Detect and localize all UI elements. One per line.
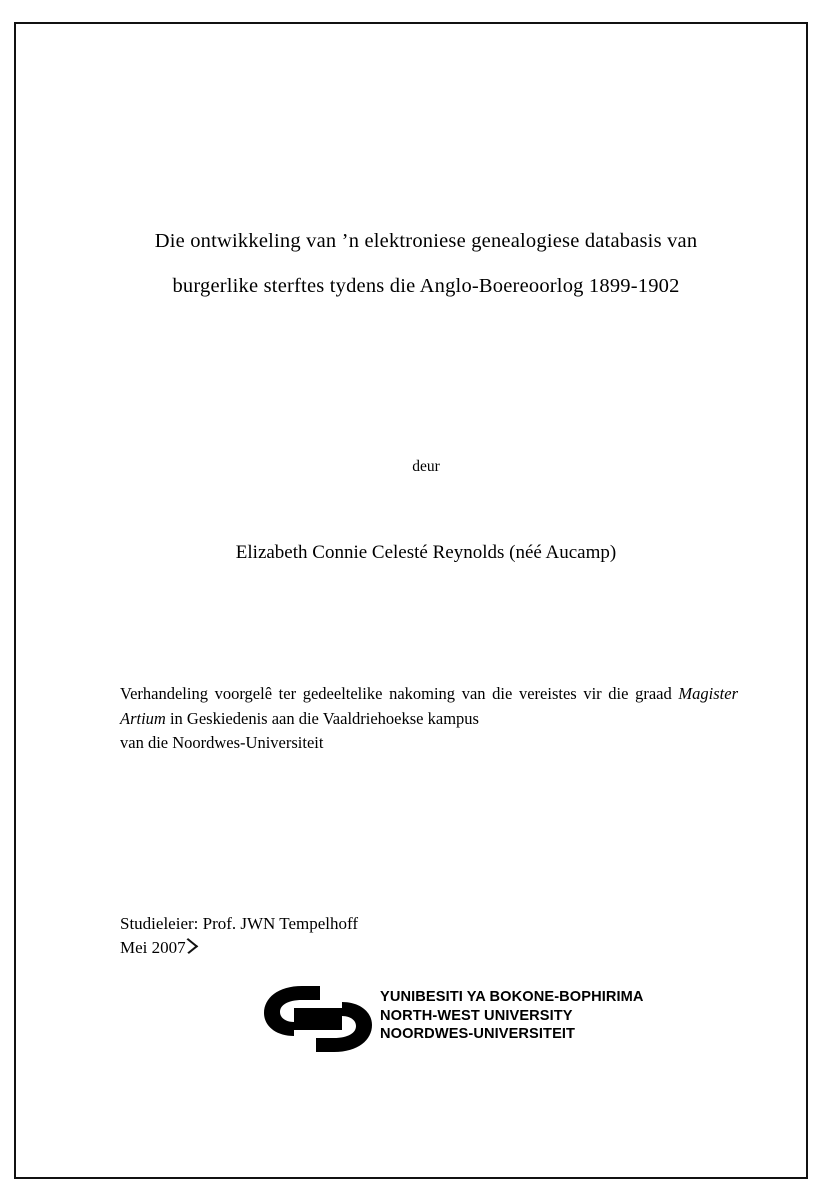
supervisor-block <box>120 912 680 960</box>
title-page-content <box>106 24 746 1177</box>
degree-statement-line-2-prefix: graad <box>635 684 679 703</box>
date-line-wrapper <box>120 936 186 960</box>
page-title <box>106 219 746 309</box>
logo-text-line-1: YUNIBESITI YA BOKONE-BOPHIRIMA <box>380 989 644 1005</box>
logo-text-line-2: NORTH-WEST UNIVERSITY <box>380 1007 573 1024</box>
degree-statement-line-3: van die Noordwes-Universiteit <box>120 733 324 752</box>
nwu-logo-mark-icon <box>262 984 374 1054</box>
page-border <box>14 22 808 1179</box>
title-line-2: burgerlike sterftes tydens die Anglo-Boereoorlog 1899-1902 <box>172 275 680 297</box>
university-logo-text <box>380 988 644 1044</box>
title-line-1: Die ontwikkeling van ’n elektroniese genealogiese databasis van <box>154 230 698 252</box>
date-line: Mei 2007 <box>120 938 186 957</box>
by-word: deur <box>412 458 440 475</box>
supervisor-line: Studieleier: Prof. JWN Tempelhoff <box>120 914 359 933</box>
degree-statement-line-2-suffix: in Geskiedenis aan die Vaaldriehoekse kampus <box>165 708 479 728</box>
logo-text-line-3: NOORDWES-UNIVERSITEIT <box>380 1026 576 1042</box>
degree-name: Magister Artium <box>120 684 738 728</box>
degree-statement <box>120 682 738 756</box>
degree-statement-line-1: Verhandeling voorgelê ter gedeeltelike nakoming van die vereistes vir die <box>120 684 629 703</box>
author-name: Elizabeth Connie Celesté Reynolds (néé Aucamp) <box>235 542 617 563</box>
university-logo <box>262 984 682 1056</box>
